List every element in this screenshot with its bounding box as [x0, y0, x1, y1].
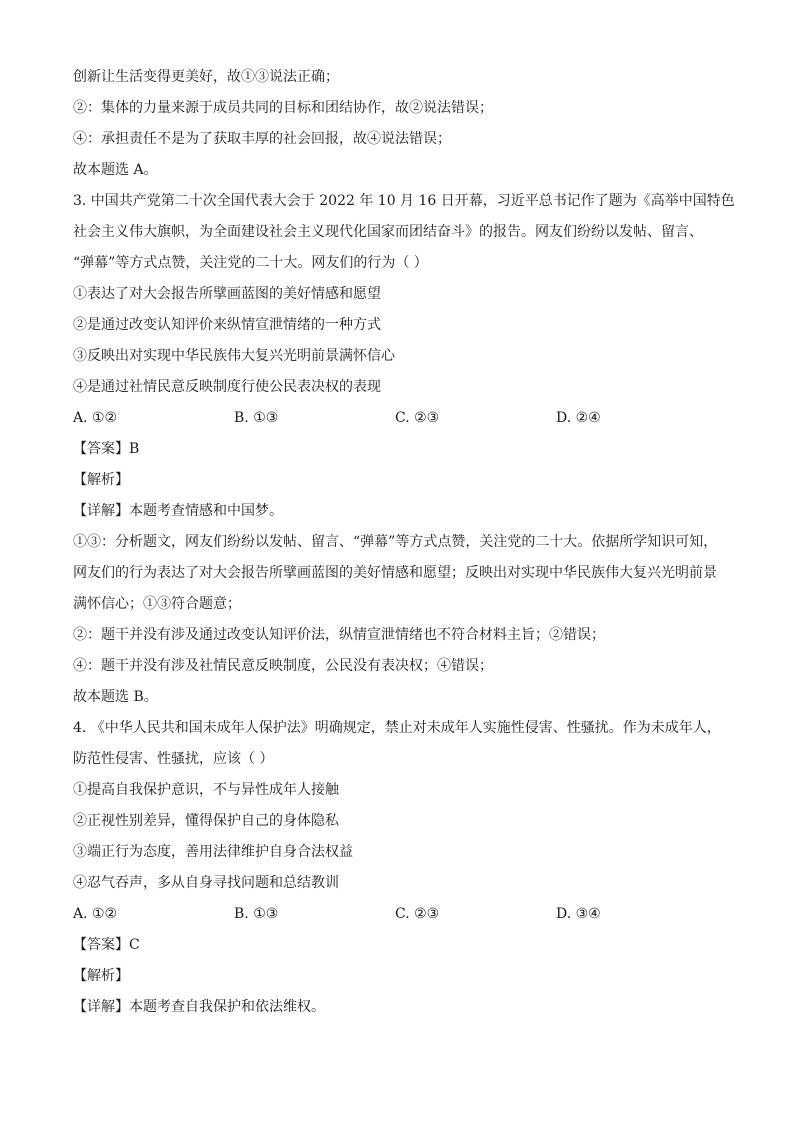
option-c: C. ②③: [395, 906, 440, 922]
detail-line: 【详解】本题考查自我保护和依法维权。: [73, 999, 325, 1015]
document-page: [73, 62, 735, 1023]
option-d: D. ③④: [556, 906, 601, 922]
option-b: B. ①③: [234, 906, 279, 922]
question-3: [73, 186, 735, 713]
text-line: 故本题选 A。: [73, 162, 158, 178]
option-c: C. ②③: [395, 410, 440, 426]
statement: ④是通过社情民意反映制度行使公民表决权的表现: [73, 379, 381, 395]
question-stem-line: 社会主义伟大旗帜，为全面建设社会主义现代化国家而团结奋斗》的报告。网友们纷纷以发帖、留言、: [73, 224, 703, 240]
answer-options: [73, 899, 723, 930]
statement: ①提高自我保护意识，不与异性成年人接触: [73, 782, 339, 798]
question-stem-line: 3. 中国共产党第二十次全国代表大会于 2022 年 10 月 16 日开幕，习近平总书记作了题为《高举中国特色: [73, 193, 735, 209]
question-stem-line: 4. 《中华人民共和国未成年人保护法》明确规定，禁止对未成年人实施性侵害、性骚扰。作为未成年人，: [73, 720, 721, 736]
option-b: B. ①③: [234, 410, 279, 426]
detail-line: 满怀信心；①③符合题意；: [73, 596, 241, 612]
statement: ④忍气吞声，多从自身寻找问题和总结教训: [73, 875, 339, 891]
detail-line: 故本题选 B。: [73, 689, 158, 705]
text-line: ④：承担责任不是为了获取丰厚的社会回报，故④说法错误；: [73, 131, 451, 147]
answer-options: [73, 403, 723, 434]
option-d: D. ②④: [556, 410, 601, 426]
detail-line: ①③：分析题文，网友们纷纷以发帖、留言、“弹幕”等方式点赞，关注党的二十大。依据所学知识可知，: [73, 534, 718, 550]
detail-line: ②：题干并没有涉及通过改变认知评价法，纵情宣泄情绪也不符合材料主旨；②错误；: [73, 627, 605, 643]
q2-explanation-tail: [73, 62, 723, 186]
statement: ③端正行为态度，善用法律维护自身合法权益: [73, 844, 353, 860]
question-4: [73, 713, 723, 1023]
analysis-label: 【解析】: [73, 968, 129, 984]
statement: ③反映出对实现中华民族伟大复兴光明前景满怀信心: [73, 348, 395, 364]
option-a: A. ①②: [73, 410, 118, 426]
option-a: A. ①②: [73, 906, 118, 922]
question-stem-line: “弹幕”等方式点赞，关注党的二十大。网友们的行为（ ）: [73, 255, 428, 271]
question-stem-line: 防范性侵害、性骚扰，应该（ ）: [73, 751, 274, 767]
text-line: ②：集体的力量来源于成员共同的目标和团结协作，故②说法错误；: [73, 100, 493, 116]
statement: ①表达了对大会报告所擘画蓝图的美好情感和愿望: [73, 286, 381, 302]
answer-line: 【答案】C: [73, 937, 140, 953]
analysis-label: 【解析】: [73, 472, 129, 488]
text-line: 创新让生活变得更美好，故①③说法正确；: [73, 69, 339, 85]
statement: ②正视性别差异，懂得保护自己的身体隐私: [73, 813, 339, 829]
statement: ②是通过改变认知评价来纵情宣泄情绪的一种方式: [73, 317, 381, 333]
detail-line: 【详解】本题考查情感和中国梦。: [73, 503, 283, 519]
detail-line: ④：题干并没有涉及社情民意反映制度，公民没有表决权；④错误；: [73, 658, 493, 674]
answer-line: 【答案】B: [73, 441, 140, 457]
detail-line: 网友们的行为表达了对大会报告所擘画蓝图的美好情感和愿望；反映出对实现中华民族伟大复兴光明前景: [73, 565, 717, 581]
